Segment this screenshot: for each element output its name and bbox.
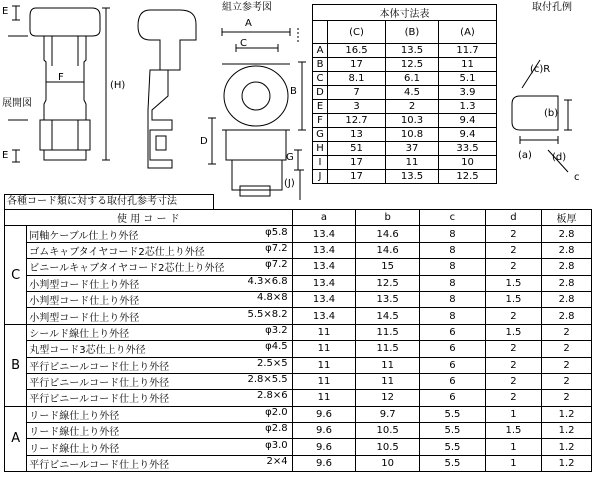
- cord-size: 2.8×5.5: [247, 374, 288, 386]
- cord-cell-t: 1.2: [542, 406, 592, 422]
- cord-cell-d: 1: [485, 455, 541, 471]
- cord-cell-c: 8: [420, 259, 486, 275]
- dim-cell-a: 9.4: [439, 114, 497, 128]
- cord-row: [5, 423, 592, 439]
- cord-cell-b: 10: [356, 455, 420, 471]
- cord-cell-a: 13.4: [292, 242, 356, 258]
- dim-row-key: E: [313, 100, 328, 114]
- dim-cell-a: 1.3: [439, 100, 497, 114]
- label-E-bottom: E: [2, 150, 9, 161]
- cord-size: φ3.0: [265, 439, 288, 451]
- dim-row-key: A: [313, 44, 328, 58]
- dim-row-key: J: [313, 170, 328, 184]
- cord-cell-d: 1.5: [485, 275, 541, 291]
- cord-name-cell: [27, 406, 292, 422]
- label-C: C: [240, 38, 247, 49]
- cord-cell-c: 8: [420, 226, 486, 242]
- cord-row: [5, 275, 592, 291]
- cord-cell-t: 2.8: [542, 242, 592, 258]
- dim-cell-a: 12.5: [439, 170, 497, 184]
- cord-name: ゴムキャブタイヤコード2芯仕上り外径: [29, 246, 205, 258]
- cord-cell-c: 8: [420, 242, 486, 258]
- cord-name-cell: [27, 275, 292, 291]
- cord-cell-c: 6: [420, 357, 486, 373]
- cord-cell-a: 11: [292, 373, 356, 389]
- cord-size: 2.5×5: [256, 357, 288, 369]
- cord-row: [5, 308, 592, 324]
- reference-table-title: 各種コード類に対する取付孔参考寸法: [4, 194, 214, 209]
- cord-cell-a: 13.4: [292, 308, 356, 324]
- dim-cell-b: 13.5: [386, 170, 439, 184]
- dim-cell-c: 17: [328, 58, 386, 72]
- cord-size: 4.3×6.8: [247, 275, 288, 287]
- dim-cell-c: 3: [328, 100, 386, 114]
- cord-cell-c: 5.5: [420, 439, 486, 455]
- dimension-table: [312, 4, 497, 184]
- cord-cell-d: 2: [485, 226, 541, 242]
- cord-name-cell: [27, 291, 292, 307]
- header-a: a: [292, 210, 356, 226]
- cord-size: 2.8×6: [256, 390, 288, 402]
- cord-row: [5, 439, 592, 455]
- cord-cell-d: 2: [485, 373, 541, 389]
- label-F: F: [58, 72, 64, 83]
- cord-name: 小判型コード仕上り外径: [29, 296, 140, 308]
- cord-cell-t: 2: [542, 357, 592, 373]
- dim-cell-c: 17: [328, 170, 386, 184]
- cord-cell-a: 11: [292, 390, 356, 406]
- dim-cell-b: 4.5: [386, 86, 439, 100]
- cord-cell-t: 2.8: [542, 226, 592, 242]
- cord-cell-t: 1.2: [542, 439, 592, 455]
- hole-label-c: c: [574, 172, 580, 183]
- cord-cell-a: 9.6: [292, 406, 356, 422]
- cord-row: [5, 455, 592, 471]
- cord-cell-a: 9.6: [292, 455, 356, 471]
- label-J: (J): [284, 178, 295, 189]
- cord-row: [5, 390, 592, 406]
- cord-cell-b: 12: [356, 390, 420, 406]
- dim-row: [313, 44, 497, 58]
- cord-name: 平行ビニールコード仕上り外径: [29, 460, 170, 472]
- label-E-top: E: [2, 6, 9, 17]
- cord-cell-c: 8: [420, 308, 486, 324]
- cord-cell-c: 6: [420, 390, 486, 406]
- header-d: d: [485, 210, 541, 226]
- cord-row: [5, 406, 592, 422]
- cord-cell-c: 5.5: [420, 455, 486, 471]
- cord-cell-t: 1.2: [542, 455, 592, 471]
- cord-size: φ5.8: [265, 226, 288, 238]
- development-label: 展開図: [2, 98, 32, 109]
- cord-cell-d: 1: [485, 439, 541, 455]
- cord-name-cell: [27, 324, 292, 340]
- dim-cell-a: 11.7: [439, 44, 497, 58]
- cord-size: φ2.8: [265, 423, 288, 435]
- cord-cell-a: 11: [292, 357, 356, 373]
- technical-drawing: [0, 0, 600, 200]
- cord-cell-b: 9.7: [356, 406, 420, 422]
- cord-cell-d: 2: [485, 341, 541, 357]
- cord-cell-t: 2: [542, 373, 592, 389]
- group-label: C: [5, 226, 27, 324]
- cord-name: リード線仕上り外径: [29, 443, 120, 455]
- cord-name: 平行ビニールコード仕上り外径: [29, 394, 170, 406]
- cord-name: リード線仕上り外径: [29, 427, 120, 439]
- dimension-table-body: [313, 44, 497, 184]
- cord-name-cell: [27, 423, 292, 439]
- cord-size: 5.5×8.2: [247, 308, 288, 320]
- dim-row: [313, 142, 497, 156]
- cord-cell-a: 9.6: [292, 439, 356, 455]
- cord-cell-d: 2: [485, 308, 541, 324]
- cord-row: [5, 226, 592, 242]
- cord-size: φ3.2: [265, 324, 288, 336]
- cord-cell-a: 13.4: [292, 259, 356, 275]
- dim-cell-a: 9.4: [439, 128, 497, 142]
- dim-cell-b: 11: [386, 156, 439, 170]
- group-label: A: [5, 406, 27, 472]
- cord-row: [5, 259, 592, 275]
- cord-cell-a: 9.6: [292, 423, 356, 439]
- cord-row: [5, 373, 592, 389]
- cord-cell-d: 1: [485, 406, 541, 422]
- cord-cell-b: 11.5: [356, 324, 420, 340]
- cord-cell-c: 8: [420, 275, 486, 291]
- dim-cell-a: 3.9: [439, 86, 497, 100]
- dim-cell-a: 10: [439, 156, 497, 170]
- cord-row: [5, 357, 592, 373]
- cord-cell-c: 5.5: [420, 423, 486, 439]
- dim-cell-b: 10.8: [386, 128, 439, 142]
- cord-cell-d: 2: [485, 259, 541, 275]
- dim-cell-b: 12.5: [386, 58, 439, 72]
- cord-row: [5, 291, 592, 307]
- hole-label-d: (d): [552, 152, 567, 163]
- hole-title-label: 取付孔例: [532, 2, 572, 13]
- group-label: B: [5, 324, 27, 406]
- cord-cell-b: 14.5: [356, 308, 420, 324]
- cord-cell-t: 2: [542, 341, 592, 357]
- cord-cell-a: 13.4: [292, 291, 356, 307]
- dim-cell-c: 17: [328, 156, 386, 170]
- dim-cell-c: 7: [328, 86, 386, 100]
- cord-row: [5, 242, 592, 258]
- dimension-table-title: 本体寸法表: [313, 5, 497, 21]
- label-H: (H): [110, 80, 126, 91]
- header-c: c: [420, 210, 486, 226]
- dim-cell-b: 6.1: [386, 72, 439, 86]
- cord-cell-a: 11: [292, 324, 356, 340]
- cord-cell-b: 13.5: [356, 291, 420, 307]
- dim-row-key: F: [313, 114, 328, 128]
- dim-cell-c: 16.5: [328, 44, 386, 58]
- cord-cell-b: 11: [356, 357, 420, 373]
- cord-size: φ7.2: [265, 242, 288, 254]
- cord-name: ビニールキャブタイヤコード2芯仕上り外径: [29, 263, 225, 275]
- cord-cell-d: 2: [485, 242, 541, 258]
- dim-row: [313, 100, 497, 114]
- assembly-label: 組立参考図: [222, 2, 272, 13]
- header-cord: 使 用 コ ー ド: [5, 210, 293, 226]
- dim-cell-a: 11: [439, 58, 497, 72]
- dim-header-b: (B): [386, 21, 439, 44]
- cord-name: リード線仕上り外径: [29, 410, 120, 422]
- dim-cell-a: 33.5: [439, 142, 497, 156]
- dim-cell-c: 8.1: [328, 72, 386, 86]
- cord-cell-t: 2.8: [542, 275, 592, 291]
- cord-name-cell: [27, 439, 292, 455]
- dim-cell-b: 2: [386, 100, 439, 114]
- dim-cell-b: 13.5: [386, 44, 439, 58]
- cord-cell-d: 1.5: [485, 423, 541, 439]
- dim-row: [313, 58, 497, 72]
- cord-name: 同軸ケーブル仕上り外径: [29, 230, 139, 242]
- label-G: G: [286, 152, 294, 163]
- cord-row: [5, 341, 592, 357]
- dim-row-key: I: [313, 156, 328, 170]
- cord-table: [4, 209, 592, 472]
- cord-cell-c: 8: [420, 291, 486, 307]
- cord-size: φ4.5: [265, 341, 288, 353]
- cord-cell-t: 2: [542, 390, 592, 406]
- cord-name-cell: [27, 259, 292, 275]
- cord-name: 平行ビニールコード仕上り外径: [29, 361, 170, 373]
- cord-cell-d: 1.5: [485, 291, 541, 307]
- cord-name-cell: [27, 242, 292, 258]
- cord-cell-b: 15: [356, 259, 420, 275]
- cord-name-cell: [27, 226, 292, 242]
- cord-cell-d: 1.5: [485, 324, 541, 340]
- cord-size: φ7.2: [265, 259, 288, 271]
- dim-cell-c: 51: [328, 142, 386, 156]
- cord-cell-t: 2.8: [542, 291, 592, 307]
- cord-cell-a: 11: [292, 341, 356, 357]
- cord-table-body: [5, 226, 592, 472]
- cord-name: 丸型コード3芯仕上り外径: [29, 345, 146, 357]
- cord-cell-t: 1.2: [542, 423, 592, 439]
- cord-cell-c: 5.5: [420, 406, 486, 422]
- hole-label-cR: (c)R: [530, 64, 551, 75]
- hole-label-a: (a): [518, 150, 532, 161]
- label-D: D: [200, 136, 208, 147]
- cord-name-cell: [27, 455, 292, 471]
- cord-cell-b: 10.5: [356, 439, 420, 455]
- dim-cell-a: 5.1: [439, 72, 497, 86]
- cord-row: [5, 324, 592, 340]
- hole-label-b: (b): [544, 108, 559, 119]
- cord-size: 2×4: [266, 456, 288, 468]
- cord-name: 小判型コード仕上り外径: [29, 279, 140, 291]
- label-B: B: [290, 86, 297, 97]
- dim-cell-b: 10.3: [386, 114, 439, 128]
- dim-row: [313, 86, 497, 100]
- cord-name-cell: [27, 308, 292, 324]
- dim-row-key: G: [313, 128, 328, 142]
- cord-name-cell: [27, 357, 292, 373]
- cord-name-cell: [27, 373, 292, 389]
- cord-cell-d: 2: [485, 357, 541, 373]
- dim-row: [313, 114, 497, 128]
- dim-row: [313, 128, 497, 142]
- cord-cell-a: 13.4: [292, 275, 356, 291]
- cord-name-cell: [27, 341, 292, 357]
- label-A: A: [245, 18, 252, 29]
- dim-row: [313, 156, 497, 170]
- dim-row: [313, 170, 497, 184]
- cord-cell-t: 2.8: [542, 308, 592, 324]
- dim-cell-c: 12.7: [328, 114, 386, 128]
- cord-cell-t: 2.8: [542, 259, 592, 275]
- cord-cell-b: 12.5: [356, 275, 420, 291]
- cord-size: φ2.0: [265, 406, 288, 418]
- cord-cell-b: 11: [356, 373, 420, 389]
- dim-header-c: (C): [328, 21, 386, 44]
- dim-cell-b: 37: [386, 142, 439, 156]
- cord-cell-c: 6: [420, 341, 486, 357]
- cord-name: シールド線仕上り外径: [29, 328, 130, 340]
- cord-cell-b: 11.5: [356, 341, 420, 357]
- header-thickness: 板厚: [542, 210, 592, 226]
- dim-row-key: B: [313, 58, 328, 72]
- cord-cell-b: 14.6: [356, 226, 420, 242]
- cord-size: 4.8×8: [256, 292, 288, 304]
- dim-row: [313, 72, 497, 86]
- cord-cell-d: 2: [485, 390, 541, 406]
- cord-cell-b: 14.6: [356, 242, 420, 258]
- dim-header-a: (A): [439, 21, 497, 44]
- cord-cell-c: 6: [420, 373, 486, 389]
- cord-cell-c: 6: [420, 324, 486, 340]
- cord-cell-b: 10.5: [356, 423, 420, 439]
- dim-cell-c: 13: [328, 128, 386, 142]
- dim-row-key: D: [313, 86, 328, 100]
- cord-cell-a: 13.4: [292, 226, 356, 242]
- cord-cell-t: 2: [542, 324, 592, 340]
- cord-name: 小判型コード仕上り外径: [29, 312, 140, 324]
- dim-row-key: H: [313, 142, 328, 156]
- cord-name-cell: [27, 390, 292, 406]
- cord-name: 平行ビニールコード仕上り外径: [29, 378, 170, 390]
- dim-row-key: C: [313, 72, 328, 86]
- header-b: b: [356, 210, 420, 226]
